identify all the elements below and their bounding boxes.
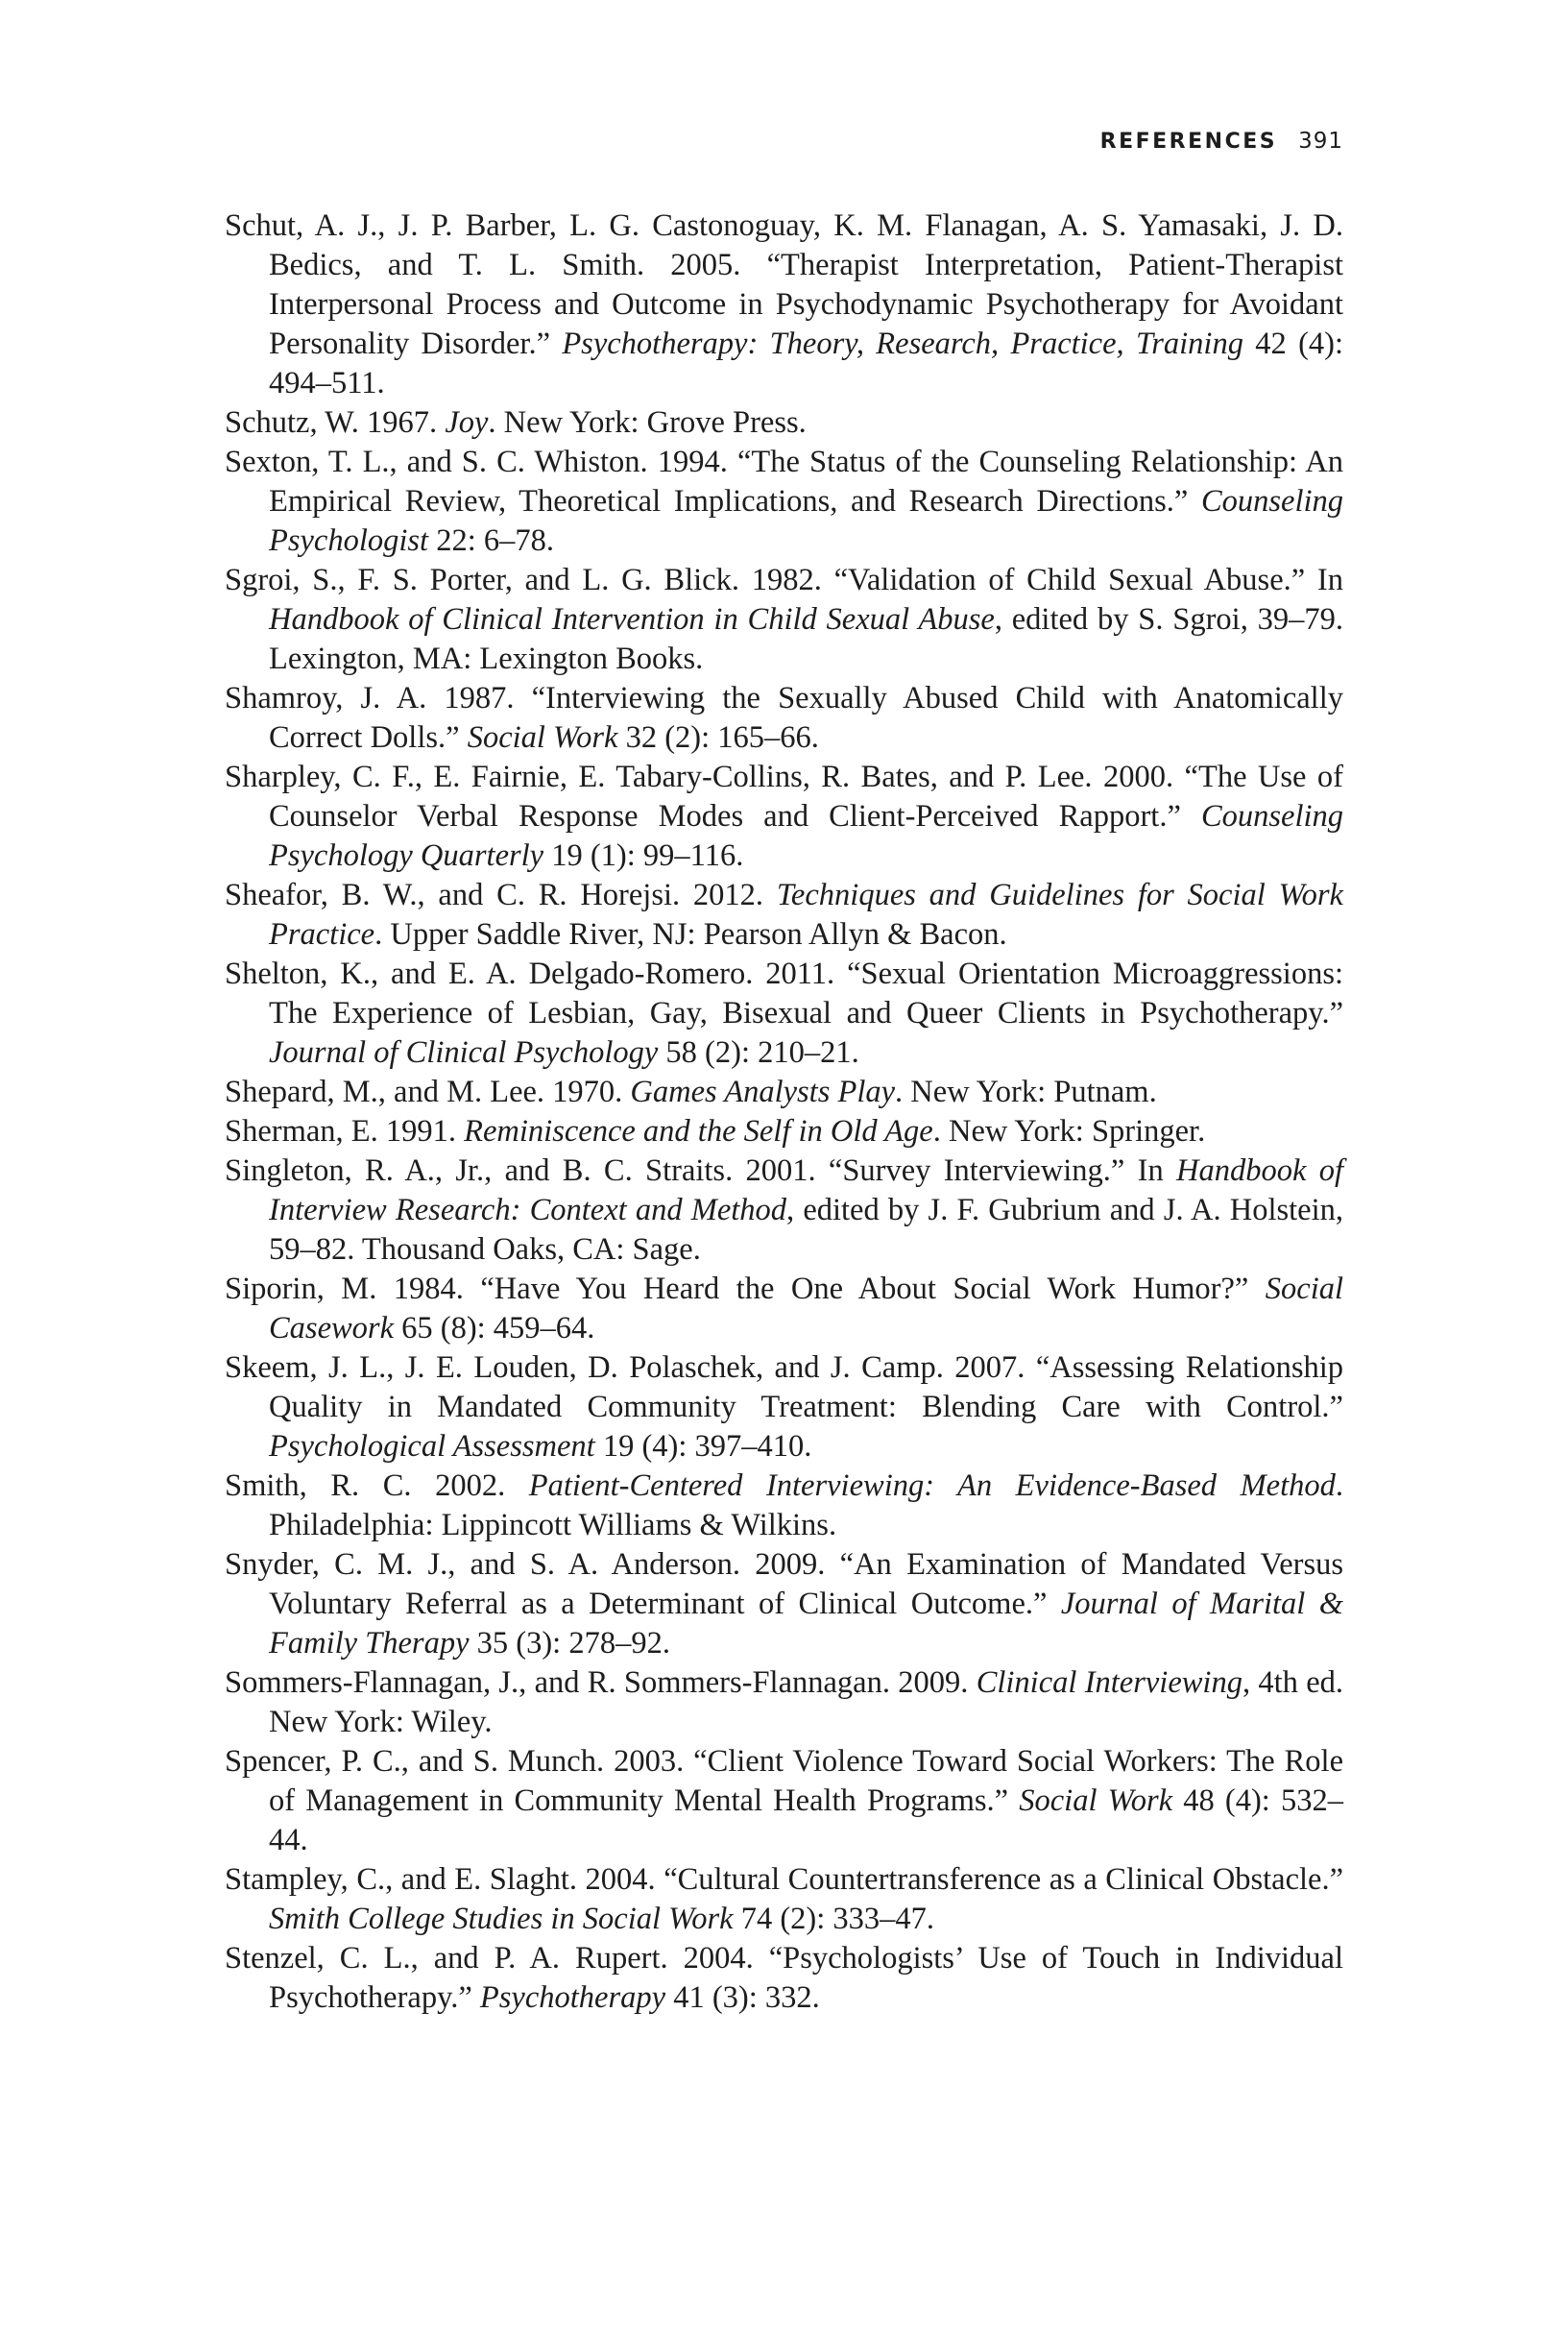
reference-details: 48 (4): 532–44.: [269, 1783, 1343, 1857]
reference-item: [225, 679, 1343, 758]
reference-item: [225, 1467, 1343, 1545]
reference-details: , 4th ed. New York: Wiley.: [269, 1665, 1343, 1739]
reference-title: Games Analysts Play: [630, 1075, 896, 1109]
reference-title: Counseling Psychologist: [269, 484, 1343, 558]
reference-list: [225, 206, 1343, 2018]
reference-item: [225, 876, 1343, 955]
reference-title: Psychological Assessment: [269, 1429, 595, 1464]
reference-details: 65 (8): 459–64.: [394, 1311, 595, 1346]
reference-item: [225, 1860, 1343, 1939]
reference-item: [225, 758, 1343, 876]
reference-text: Shamroy, J. A. 1987. “Interviewing the Sexually Abused Child with Anatomically Correct Dolls.”: [225, 681, 1343, 755]
reference-details: 74 (2): 333–47.: [733, 1902, 934, 1936]
page-number: 391: [1298, 129, 1343, 154]
reference-text: Siporin, M. 1984. “Have You Heard the One About Social Work Humor?”: [225, 1272, 1266, 1306]
reference-details: 41 (3): 332.: [665, 1980, 820, 2015]
reference-details: . New York: Springer.: [932, 1114, 1206, 1149]
reference-text: Schutz, W. 1967.: [225, 405, 446, 440]
reference-text: Sharpley, C. F., E. Fairnie, E. Tabary-Collins, R. Bates, and P. Lee. 2000. “The Use of Counselor Verbal Response Modes and Client-Perceived Rapport.”: [225, 760, 1343, 834]
reference-title: Techniques and Guidelines for Social Work Practice: [269, 878, 1343, 952]
reference-details: 35 (3): 278–92.: [469, 1626, 670, 1661]
reference-text: Snyder, C. M. J., and S. A. Anderson. 2009. “An Examination of Mandated Versus Voluntary Referral as a Determinant of Clinical Outcome.”: [225, 1547, 1343, 1621]
reference-text: Shepard, M., and M. Lee. 1970.: [225, 1075, 631, 1109]
reference-item: [225, 1152, 1343, 1270]
reference-text: Sommers-Flannagan, J., and R. Sommers-Flannagan. 2009.: [225, 1665, 977, 1700]
reference-details: , edited by S. Sgroi, 39–79. Lexington, MA: Lexington Books.: [269, 602, 1343, 676]
reference-title: Social Work: [467, 720, 618, 755]
reference-details: 42 (4): 494–511.: [269, 327, 1343, 400]
reference-item: [225, 955, 1343, 1073]
reference-text: Sherman, E. 1991.: [225, 1114, 465, 1149]
reference-title: Joy: [445, 405, 489, 440]
reference-details: . Philadelphia: Lippincott Williams & Wilkins.: [269, 1468, 1343, 1542]
reference-title: Handbook of Interview Research: Context and Method: [269, 1153, 1343, 1227]
reference-item: [225, 403, 1343, 443]
reference-text: Spencer, P. C., and S. Munch. 2003. “Client Violence Toward Social Workers: The Role of Management in Community Mental Health Programs.”: [225, 1744, 1343, 1818]
reference-title: Counseling Psychology Quarterly: [269, 799, 1343, 873]
section-label: REFERENCES: [1099, 129, 1278, 154]
reference-title: Social Work: [1019, 1783, 1173, 1818]
reference-item: [225, 1073, 1343, 1112]
reference-title: Reminiscence and the Self in Old Age: [464, 1114, 933, 1149]
reference-item: [225, 1663, 1343, 1742]
reference-title: Journal of Clinical Psychology: [269, 1035, 659, 1070]
reference-text: Sgroi, S., F. S. Porter, and L. G. Blick. 1982. “Validation of Child Sexual Abuse.” In: [225, 563, 1343, 597]
reference-details: . New York: Grove Press.: [488, 405, 807, 440]
reference-details: , edited by J. F. Gubrium and J. A. Holstein, 59–82. Thousand Oaks, CA: Sage.: [269, 1193, 1343, 1267]
reference-text: Stampley, C., and E. Slaght. 2004. “Cultural Countertransference as a Clinical Obstacle.”: [225, 1862, 1343, 1897]
reference-title: Psychotherapy: [479, 1980, 666, 2015]
reference-item: [225, 1545, 1343, 1663]
reference-details: 22: 6–78.: [428, 523, 554, 558]
reference-text: Shelton, K., and E. A. Delgado-Romero. 2011. “Sexual Orientation Microaggressions: The Experience of Lesbian, Gay, Bisexual and Queer Clients in Psychotherapy.”: [225, 957, 1343, 1031]
reference-title: Social Casework: [269, 1272, 1343, 1346]
reference-item: [225, 1270, 1343, 1348]
reference-item: [225, 206, 1343, 403]
reference-details: 32 (2): 165–66.: [617, 720, 819, 755]
reference-item: [225, 1742, 1343, 1860]
reference-item: [225, 1112, 1343, 1152]
reference-title: Journal of Marital & Family Therapy: [269, 1587, 1343, 1661]
reference-item: [225, 561, 1343, 679]
reference-title: Psychotherapy: Theory, Research, Practice, Training: [562, 327, 1243, 361]
reference-details: . New York: Putnam.: [895, 1075, 1157, 1109]
reference-text: Singleton, R. A., Jr., and B. C. Straits. 2001. “Survey Interviewing.” In: [225, 1153, 1177, 1188]
reference-item: [225, 1939, 1343, 2018]
reference-text: Sexton, T. L., and S. C. Whiston. 1994. “The Status of the Counseling Relationship: An Empirical Review, Theoretical Implications, and Research Directions.”: [225, 445, 1343, 519]
reference-text: Skeem, J. L., J. E. Louden, D. Polaschek, and J. Camp. 2007. “Assessing Relationship Quality in Mandated Community Treatment: Blending Care with Control.”: [225, 1350, 1343, 1424]
reference-item: [225, 443, 1343, 561]
reference-title: Smith College Studies in Social Work: [269, 1902, 734, 1936]
running-head: [1100, 127, 1343, 156]
reference-details: 58 (2): 210–21.: [658, 1035, 859, 1070]
reference-title: Handbook of Clinical Intervention in Child Sexual Abuse: [269, 602, 995, 637]
reference-text: Smith, R. C. 2002.: [225, 1468, 529, 1503]
reference-details: . Upper Saddle River, NJ: Pearson Allyn & Bacon.: [374, 917, 1007, 952]
reference-title: Clinical Interviewing: [976, 1665, 1242, 1700]
reference-text: Stenzel, C. L., and P. A. Rupert. 2004. “Psychologists’ Use of Touch in Individual Psychotherapy.”: [225, 1941, 1343, 2015]
reference-title: Patient-Centered Interviewing: An Evidence-Based Method: [528, 1468, 1336, 1503]
reference-details: 19 (4): 397–410.: [594, 1429, 812, 1464]
reference-text: Schut, A. J., J. P. Barber, L. G. Castonoguay, K. M. Flanagan, A. S. Yamasaki, J. D. Bedics, and T. L. Smith. 2005. “Therapist Interpretation, Patient-Therapist Interpersonal Process and Outcome in Psychodynamic Psychotherapy for Avoidant Personality Disorder.”: [225, 208, 1343, 361]
reference-item: [225, 1348, 1343, 1467]
reference-text: Sheafor, B. W., and C. R. Horejsi. 2012.: [225, 878, 777, 912]
reference-details: 19 (1): 99–116.: [543, 838, 744, 873]
